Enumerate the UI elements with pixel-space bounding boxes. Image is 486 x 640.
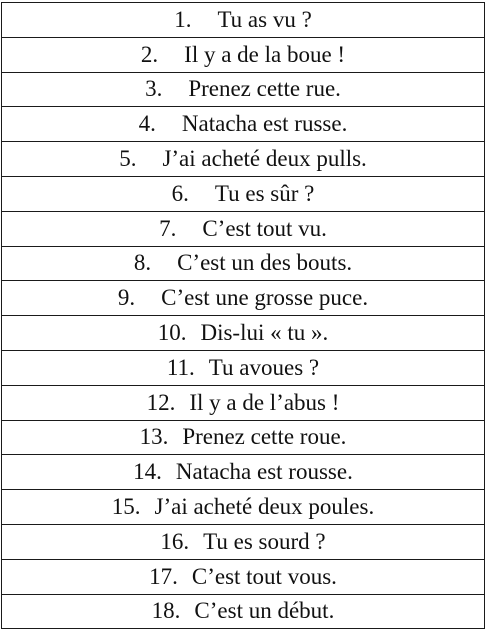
table-cell <box>2 142 485 177</box>
table-cell <box>2 350 485 385</box>
table-cell <box>2 455 485 490</box>
row-sentence: Natacha est russe. <box>181 111 348 137</box>
table-row <box>2 350 485 385</box>
row-sentence: Tu as vu ? <box>217 6 312 32</box>
row-number: 6. <box>171 180 189 206</box>
table-row <box>2 246 485 281</box>
row-number: 8. <box>133 250 152 276</box>
row-number: 18. <box>151 598 181 624</box>
row-sentence: J’ai acheté deux pulls. <box>162 146 367 172</box>
table-row <box>2 455 485 490</box>
table-row <box>2 142 485 177</box>
table-row <box>2 420 485 455</box>
table-row <box>2 281 485 316</box>
sentence-sheet <box>0 2 486 629</box>
row-number: 16. <box>160 528 190 554</box>
row-sentence: C’est tout vous. <box>191 563 337 589</box>
table-cell <box>2 107 485 142</box>
table-row <box>2 594 485 629</box>
table-row <box>2 559 485 594</box>
table-row <box>2 490 485 525</box>
row-number: 2. <box>140 41 159 67</box>
row-number: 10. <box>157 320 187 346</box>
table-cell <box>2 3 485 38</box>
row-sentence: Prenez cette roue. <box>182 424 347 450</box>
row-number: 9. <box>117 285 136 311</box>
row-number: 11. <box>166 354 195 380</box>
row-sentence: Dis-lui « tu ». <box>200 320 329 346</box>
table-cell <box>2 281 485 316</box>
table-cell <box>2 385 485 420</box>
row-sentence: Tu es sûr ? <box>214 180 315 206</box>
table-cell <box>2 594 485 629</box>
row-sentence: Tu es sourd ? <box>203 528 326 554</box>
row-sentence: J’ai acheté deux poules. <box>154 494 375 520</box>
row-sentence: C’est tout vu. <box>202 215 327 241</box>
table-cell <box>2 211 485 246</box>
table-row <box>2 37 485 72</box>
table-cell <box>2 37 485 72</box>
table-row <box>2 385 485 420</box>
table-row <box>2 211 485 246</box>
table-row <box>2 524 485 559</box>
row-number: 15. <box>111 494 141 520</box>
table-cell <box>2 316 485 351</box>
row-sentence: C’est un des bouts. <box>177 250 353 276</box>
row-sentence: C’est une grosse puce. <box>161 285 369 311</box>
row-number: 3. <box>145 76 163 102</box>
table-row <box>2 316 485 351</box>
row-number: 5. <box>119 146 137 172</box>
row-number: 7. <box>159 215 177 241</box>
table-row <box>2 3 485 38</box>
row-number: 1. <box>174 6 192 32</box>
row-number: 12. <box>146 389 176 415</box>
table-cell <box>2 72 485 107</box>
table-row <box>2 176 485 211</box>
row-number: 17. <box>149 563 178 589</box>
row-number: 4. <box>138 111 156 137</box>
table-row <box>2 72 485 107</box>
row-sentence: Il y a de la boue ! <box>184 41 346 67</box>
row-sentence: Prenez cette rue. <box>188 76 341 102</box>
row-sentence: Il y a de l’abus ! <box>189 389 340 415</box>
table-cell <box>2 490 485 525</box>
table-cell <box>2 559 485 594</box>
row-number: 14. <box>133 459 162 485</box>
table-cell <box>2 420 485 455</box>
table-cell <box>2 246 485 281</box>
table-cell <box>2 524 485 559</box>
table-row <box>2 107 485 142</box>
table-cell <box>2 176 485 211</box>
row-sentence: Tu avoues ? <box>208 354 320 380</box>
row-number: 13. <box>139 424 169 450</box>
sentence-table <box>1 2 485 629</box>
row-sentence: Natacha est rousse. <box>175 459 353 485</box>
sentence-table-body <box>2 3 485 629</box>
row-sentence: C’est un début. <box>194 598 335 624</box>
